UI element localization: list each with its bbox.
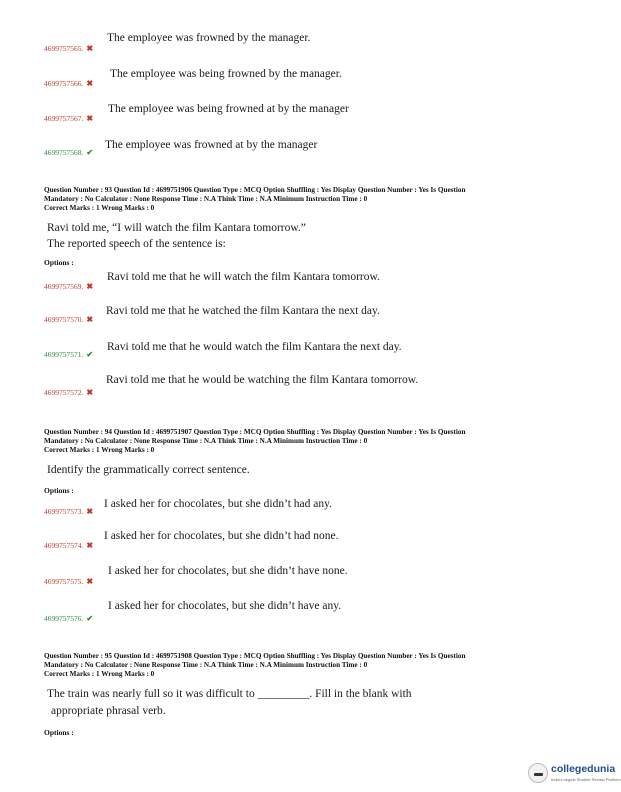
option-text: The employee was being frowned at by the manager	[108, 103, 349, 115]
wrong-mark-icon: ✖	[86, 315, 94, 324]
option-id: 4699757575. ✖	[44, 577, 94, 586]
question-stem: The reported speech of the sentence is:	[47, 238, 226, 250]
question-meta: Question Number : 93 Question Id : 4699751906 Question Type : MCQ Option Shuffling : Yes Display Question Number : Yes Is Question Mandatory : No Calculator : None Response Time : N.A Think Time : N.A Minimum Instruction Time : 0 Correct Marks : 1 Wrong Marks : 0	[44, 186, 466, 213]
question-stem: appropriate phrasal verb.	[51, 705, 166, 717]
option-text: I asked her for chocolates, but she didn’t had none.	[104, 530, 339, 542]
option-id: 4699757574. ✖	[44, 541, 94, 550]
wrong-mark-icon: ✖	[86, 44, 94, 53]
question-meta: Question Number : 94 Question Id : 4699751907 Question Type : MCQ Option Shuffling : Yes Display Question Number : Yes Is Question Mandatory : No Calculator : None Response Time : N.A Think Time : N.A Minimum Instruction Time : 0 Correct Marks : 1 Wrong Marks : 0	[44, 428, 466, 455]
question-stem: Ravi told me, “I will watch the film Kantara tomorrow.”	[47, 222, 306, 234]
question-stem: Identify the grammatically correct sentence.	[47, 464, 250, 476]
option-text: I asked her for chocolates, but she didn’t had any.	[104, 498, 333, 510]
options-label: Options :	[44, 728, 74, 737]
wrong-mark-icon: ✖	[86, 79, 94, 88]
question-meta: Question Number : 95 Question Id : 4699751908 Question Type : MCQ Option Shuffling : Yes Display Question Number : Yes Is Question Mandatory : No Calculator : None Response Time : N.A Think Time : N.A Minimum Instruction Time : 0 Correct Marks : 1 Wrong Marks : 0	[44, 652, 466, 679]
option-id: 4699757568. ✔	[44, 148, 94, 157]
wrong-mark-icon: ✖	[86, 577, 94, 586]
options-label: Options :	[44, 258, 74, 267]
correct-check-icon: ✔	[86, 350, 94, 359]
wrong-mark-icon: ✖	[86, 388, 94, 397]
logo-tagline: India's largest Student Review Platform	[551, 777, 621, 782]
option-id: 4699757565. ✖	[44, 44, 94, 53]
wrong-mark-icon: ✖	[86, 282, 94, 291]
option-text: I asked her for chocolates, but she didn’t have none.	[108, 565, 348, 577]
option-id: 4699757573. ✖	[44, 507, 94, 516]
wrong-mark-icon: ✖	[86, 541, 94, 550]
option-text: The employee was frowned by the manager.	[107, 32, 311, 44]
option-text: Ravi told me that he will watch the film Kantara tomorrow.	[107, 271, 380, 283]
option-id: 4699757576. ✔	[44, 614, 94, 623]
option-text: Ravi told me that he would be watching the film Kantara tomorrow.	[106, 374, 419, 386]
option-text: The employee was being frowned by the manager.	[110, 68, 342, 80]
option-id: 4699757570. ✖	[44, 315, 94, 324]
option-id: 4699757572. ✖	[44, 388, 94, 397]
option-text: Ravi told me that he would watch the film Kantara the next day.	[107, 341, 402, 353]
logo-brand: collegedunia	[551, 763, 616, 775]
mascot-icon	[528, 763, 548, 783]
options-label: Options :	[44, 486, 74, 495]
option-text: I asked her for chocolates, but she didn’t have any.	[108, 600, 342, 612]
option-id: 4699757569. ✖	[44, 282, 94, 291]
option-id: 4699757571. ✔	[44, 350, 94, 359]
question-stem: The train was nearly full so it was difficult to _________. Fill in the blank with	[47, 688, 412, 700]
collegedunia-logo	[526, 760, 621, 788]
option-text: The employee was frowned at by the manager	[105, 139, 318, 151]
wrong-mark-icon: ✖	[86, 114, 94, 123]
correct-check-icon: ✔	[86, 148, 94, 157]
wrong-mark-icon: ✖	[86, 507, 94, 516]
option-id: 4699757566. ✖	[44, 79, 94, 88]
option-text: Ravi told me that he watched the film Kantara the next day.	[106, 305, 380, 317]
correct-check-icon: ✔	[86, 614, 94, 623]
option-id: 4699757567. ✖	[44, 114, 94, 123]
